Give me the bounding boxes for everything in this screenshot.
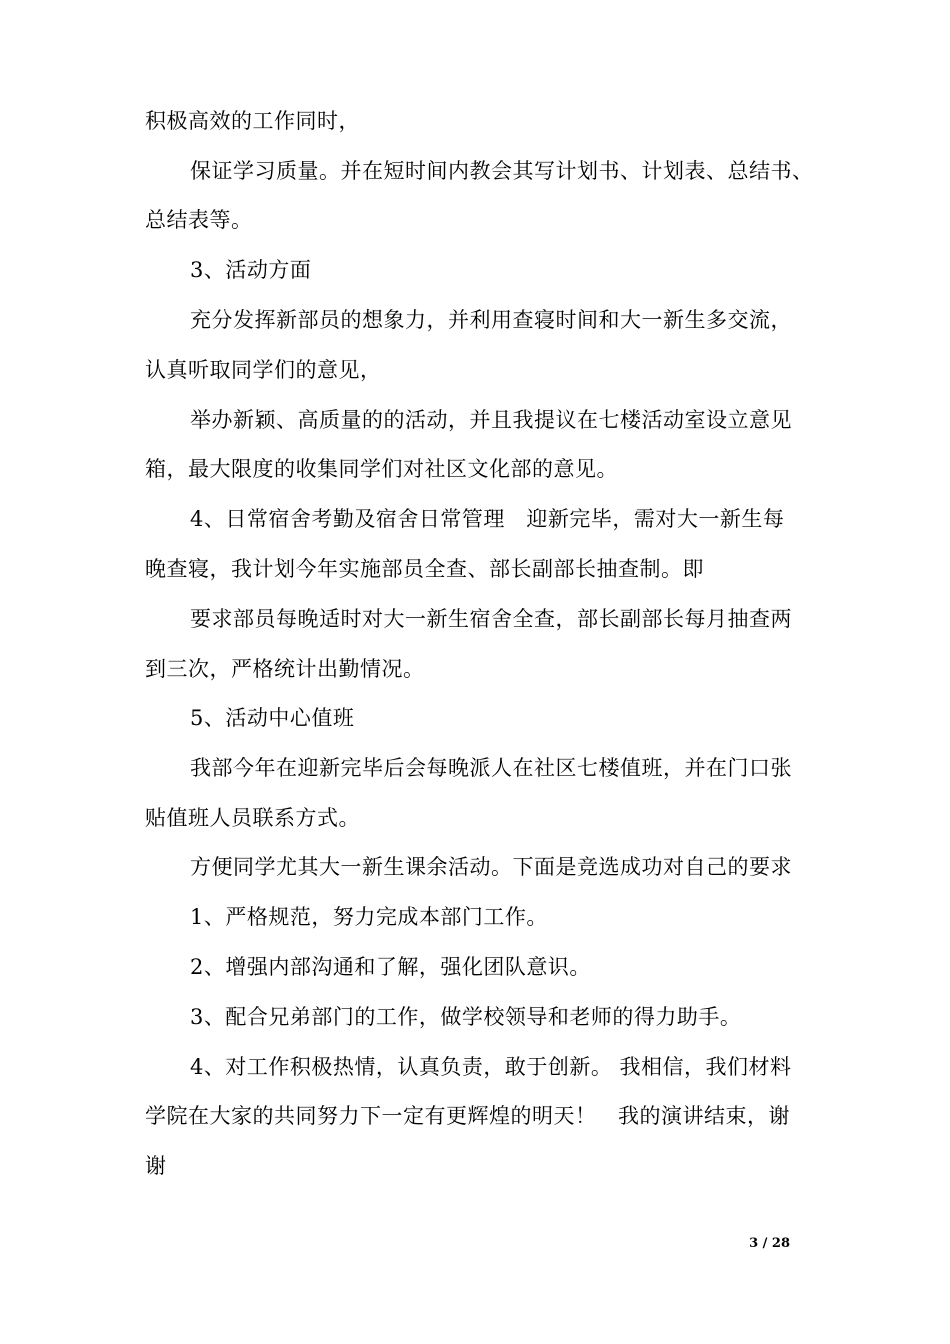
page-number: 3 / 28 bbox=[749, 1236, 790, 1251]
paragraph-line: 谢 bbox=[145, 1154, 167, 1178]
paragraph-line: 贴值班人员联系方式。 bbox=[145, 806, 360, 830]
paragraph-line: 保证学习质量。并在短时间内教会其写计划书、计划表、总结书、 bbox=[190, 159, 814, 183]
list-item: 4、对工作积极热情，认真负责，敢于创新。 我相信，我们材料 bbox=[190, 1055, 792, 1079]
paragraph-line: 要求部员每晚适时对大一新生宿舍全查，部长副部长每月抽查两 bbox=[190, 607, 792, 631]
section-heading: 3、活动方面 bbox=[190, 258, 312, 282]
paragraph-line: 到三次，严格统计出勤情况。 bbox=[145, 657, 425, 681]
paragraph-line: 方便同学尤其大一新生课余活动。下面是竞选成功对自己的要求 bbox=[190, 855, 792, 879]
list-item: 2、增强内部沟通和了解，强化团队意识。 bbox=[190, 955, 591, 979]
list-item: 3、配合兄弟部门的工作，做学校领导和老师的得力助手。 bbox=[190, 1005, 742, 1029]
paragraph-line: 4、日常宿舍考勤及宿舍日常管理 迎新完毕，需对大一新生每 bbox=[190, 507, 785, 531]
paragraph-line: 举办新颖、高质量的的活动，并且我提议在七楼活动室设立意见 bbox=[190, 408, 792, 432]
paragraph-line: 认真听取同学们的意见， bbox=[145, 358, 382, 382]
paragraph-line: 学院在大家的共同努力下一定有更辉煌的明天！ 我的演讲结束，谢 bbox=[145, 1104, 790, 1128]
paragraph-line: 箱，最大限度的收集同学们对社区文化部的意见。 bbox=[145, 457, 618, 481]
paragraph-line: 充分发挥新部员的想象力，并利用查寝时间和大一新生多交流， bbox=[190, 308, 792, 332]
section-heading: 5、活动中心值班 bbox=[190, 706, 355, 730]
paragraph-line: 积极高效的工作同时， bbox=[145, 109, 360, 133]
list-item: 1、严格规范，努力完成本部门工作。 bbox=[190, 905, 548, 929]
paragraph-line: 我部今年在迎新完毕后会每晚派人在社区七楼值班，并在门口张 bbox=[190, 756, 792, 780]
paragraph-line: 晚查寝，我计划今年实施部员全查、部长副部长抽查制。即 bbox=[145, 557, 704, 581]
paragraph-line: 总结表等。 bbox=[145, 208, 253, 232]
